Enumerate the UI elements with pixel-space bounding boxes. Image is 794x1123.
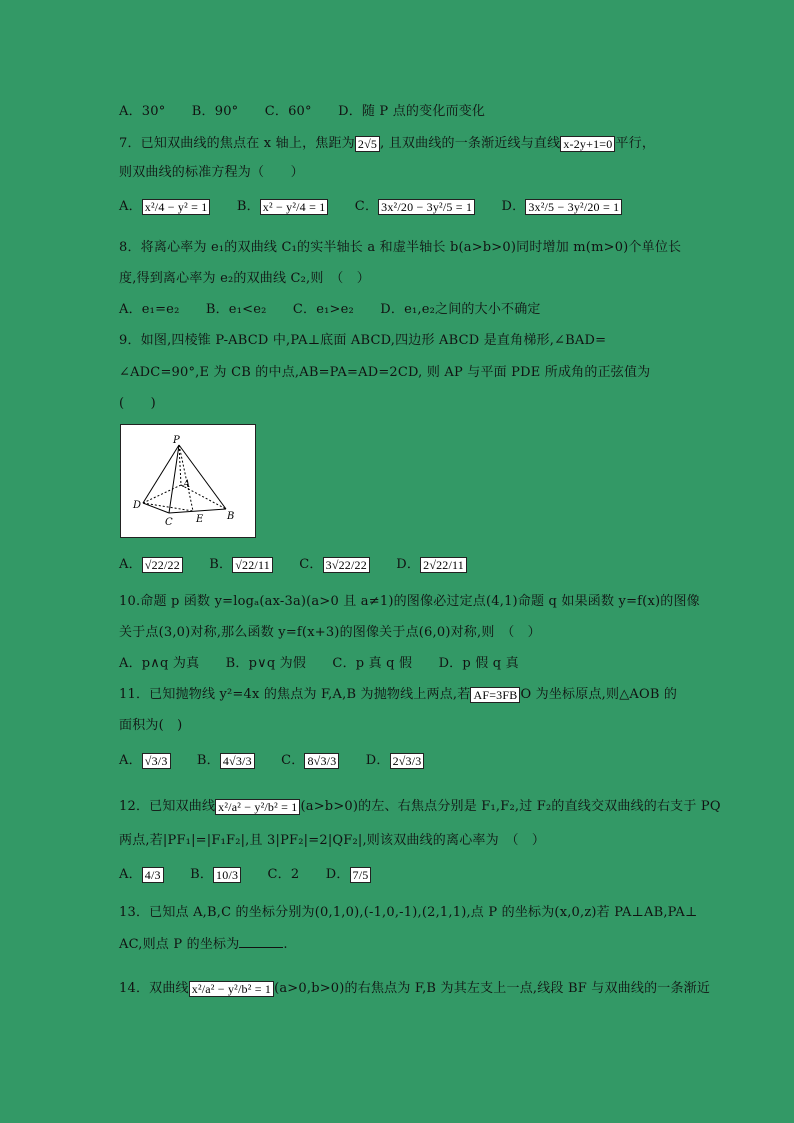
q11-vector-formula: AF=3FB bbox=[470, 687, 520, 703]
q10-stem-line1: 10.命题 p 函数 y=logₐ(ax-3a)(a>0 且 a≠1)的图像必过定点(4,1)命题 q 如果函数 y=f(x)的图像 bbox=[119, 594, 700, 609]
pyramid-diagram bbox=[121, 425, 255, 537]
q7-option-a-label: A． bbox=[119, 199, 142, 214]
q12-option-d-formula: 7/5 bbox=[350, 867, 372, 883]
label-a: A bbox=[183, 479, 191, 490]
q8-options bbox=[119, 301, 563, 319]
q7-focal-formula: 2√5 bbox=[355, 136, 380, 152]
q11-option-b-formula: 4√3/3 bbox=[220, 753, 255, 769]
q7-text-b: , 且双曲线的一条渐近线与直线 bbox=[380, 136, 561, 151]
q12-option-d[interactable] bbox=[326, 866, 372, 884]
q7-option-b[interactable] bbox=[237, 198, 329, 216]
label-b: B bbox=[227, 511, 235, 522]
q7-option-c[interactable] bbox=[355, 198, 475, 216]
q9-option-d-label: D． bbox=[396, 557, 421, 572]
q9-option-a[interactable] bbox=[119, 556, 183, 574]
q14-text-b: (a>0,b>0)的右焦点为 F,B 为其左支上一点,线段 BF 与双曲线的一条渐近 bbox=[274, 981, 711, 996]
q10-option-b[interactable]: B．p∨q 为假 bbox=[225, 656, 307, 671]
q9-stem-line2: ∠ADC=90°,E 为 CB 的中点,AB=PA=AD=2CD, 则 AP 与平面 PDE 所成角的正弦值为 bbox=[119, 365, 651, 380]
q7-option-c-formula: 3x²/20 − 3y²/5 = 1 bbox=[378, 199, 475, 215]
label-d: D bbox=[133, 500, 142, 511]
q10-options bbox=[119, 655, 541, 673]
q11-option-a[interactable] bbox=[119, 752, 171, 770]
label-c: C bbox=[165, 517, 173, 528]
q9-option-c-label: C． bbox=[299, 557, 323, 572]
q12-stem-line2: 两点,若|PF₁|=|F₁F₂|,且 3|PF₂|=2|QF₂|,则该双曲线的离心率为 （ ） bbox=[119, 833, 546, 848]
pyramid-figure bbox=[120, 424, 256, 538]
q6-option-d[interactable]: D．随 P 点的变化而变化 bbox=[338, 104, 486, 119]
q12-option-a-formula: 4/3 bbox=[142, 867, 164, 883]
q7-option-a-formula: x²/4 − y² = 1 bbox=[142, 199, 211, 215]
q7-text: 7．已知双曲线的焦点在 x 轴上，焦距为 bbox=[119, 136, 355, 151]
q7-option-a[interactable] bbox=[119, 198, 210, 216]
q11-options bbox=[119, 752, 446, 770]
q13-stem-line1: 13．已知点 A,B,C 的坐标分别为(0,1,0),(-1,0,-1),(2,1,1),点 P 的坐标为(x,0,z)若 PA⊥AB,PA⊥ bbox=[119, 905, 698, 920]
q12-text: 12．已知双曲线 bbox=[119, 799, 216, 814]
q8-stem-line1: 8．将离心率为 e₁的双曲线 C₁的实半轴长 a 和虚半轴长 b(a>b>0)同时增加 m(m>0)个单位长 bbox=[119, 240, 682, 255]
q9-options bbox=[119, 556, 489, 574]
q12-options bbox=[119, 866, 393, 884]
q11-option-c-formula: 8√3/3 bbox=[304, 753, 339, 769]
q12-option-b-label: B． bbox=[190, 867, 214, 882]
edge-cb bbox=[169, 509, 226, 513]
q8-option-a[interactable]: A．e₁=e₂ bbox=[119, 302, 180, 317]
q9-option-b-formula: √22/11 bbox=[232, 557, 273, 573]
q7-option-b-formula: x² − y²/4 = 1 bbox=[260, 199, 329, 215]
q12-stem-line1 bbox=[119, 798, 721, 816]
q12-option-d-label: D． bbox=[325, 867, 350, 882]
q6-options bbox=[119, 103, 507, 121]
q8-option-c[interactable]: C．e₁>e₂ bbox=[292, 302, 354, 317]
q11-option-d-formula: 2√3/3 bbox=[390, 753, 425, 769]
q13-answer-blank[interactable] bbox=[239, 935, 283, 948]
q9-option-a-label: A． bbox=[119, 557, 142, 572]
q13-stem-line2: AC,则点 P 的坐标为 . bbox=[119, 937, 288, 952]
q8-stem-line2: 度,得到离心率为 e₂的双曲线 C₂,则 （ ） bbox=[119, 271, 370, 286]
q7-options bbox=[119, 198, 644, 216]
q7-option-c-label: C． bbox=[354, 199, 379, 214]
q9-stem-line3: ( ) bbox=[119, 396, 156, 411]
q13-text: AC,则点 P 的坐标为 bbox=[119, 937, 240, 952]
q7-option-b-label: B． bbox=[236, 199, 260, 214]
q9-option-a-formula: √22/22 bbox=[142, 557, 183, 573]
q9-option-b-label: B． bbox=[209, 557, 233, 572]
label-e: E bbox=[196, 514, 204, 525]
q10-option-d[interactable]: D．p 假 q 真 bbox=[438, 656, 519, 671]
q7-option-d-label: D． bbox=[501, 199, 526, 214]
q11-option-a-formula: √3/3 bbox=[142, 753, 171, 769]
q14-text: 14．双曲线 bbox=[119, 981, 189, 996]
q11-option-a-label: A． bbox=[119, 753, 142, 768]
q12-option-b[interactable] bbox=[190, 866, 241, 884]
q12-option-a-label: A． bbox=[119, 867, 142, 882]
q6-option-b[interactable]: B．90° bbox=[191, 104, 239, 119]
q12-option-c[interactable] bbox=[268, 866, 300, 884]
q9-option-b[interactable] bbox=[209, 556, 273, 574]
q7-option-d[interactable] bbox=[502, 198, 623, 216]
q6-option-c[interactable]: C．60° bbox=[264, 104, 312, 119]
q11-text: 11．已知抛物线 y²=4x 的焦点为 F,A,B 为抛物线上两点,若 bbox=[119, 687, 471, 702]
q11-option-b-label: B． bbox=[196, 753, 220, 768]
q7-text-c: 平行， bbox=[615, 136, 656, 151]
q12-option-c-label: C．2 bbox=[267, 867, 300, 882]
q12-option-b-formula: 10/3 bbox=[213, 867, 241, 883]
edge-pd bbox=[143, 445, 179, 503]
q6-option-a[interactable]: A．30° bbox=[119, 104, 166, 119]
edge-dc bbox=[143, 503, 169, 513]
q10-option-c[interactable]: C．p 真 q 假 bbox=[332, 656, 413, 671]
q10-stem-line2: 关于点(3,0)对称,那么函数 y=f(x+3)的图像关于点(6,0)对称,则 （ ） bbox=[119, 625, 541, 640]
edge-pc bbox=[169, 445, 179, 513]
q11-stem-line1 bbox=[119, 686, 677, 704]
q7-line-formula: x-2y+1=0 bbox=[560, 136, 615, 152]
q11-option-b[interactable] bbox=[197, 752, 255, 770]
q7-option-d-formula: 3x²/5 − 3y²/20 = 1 bbox=[525, 199, 622, 215]
q8-option-b[interactable]: B．e₁<e₂ bbox=[205, 302, 267, 317]
q9-stem-line1: 9．如图,四棱锥 P-ABCD 中,PA⊥底面 ABCD,四边形 ABCD 是直角梯形,∠BAD= bbox=[119, 333, 607, 348]
q11-option-d[interactable] bbox=[366, 752, 425, 770]
label-p: P bbox=[173, 435, 180, 446]
q8-option-d[interactable]: D．e₁,e₂之间的大小不确定 bbox=[380, 302, 541, 317]
q11-option-d-label: D． bbox=[365, 753, 390, 768]
q11-option-c[interactable] bbox=[281, 752, 339, 770]
q10-option-a[interactable]: A．p∧q 为真 bbox=[119, 656, 200, 671]
q12-text-b: (a>b>0)的左、右焦点分别是 F₁,F₂,过 F₂的直线交双曲线的右支于 PQ bbox=[300, 799, 721, 814]
q9-option-c-formula: 3√22/22 bbox=[323, 557, 370, 573]
edge-pa bbox=[179, 445, 181, 485]
edge-de bbox=[143, 503, 193, 511]
q7-stem-line2: 则双曲线的标准方程为（ ） bbox=[119, 165, 304, 180]
q12-option-a[interactable] bbox=[119, 866, 164, 884]
q14-stem-line1 bbox=[119, 980, 710, 998]
q11-stem-line2: 面积为( ) bbox=[119, 718, 183, 733]
q14-hyperbola-formula: x²/a² − y²/b² = 1 bbox=[189, 981, 274, 997]
q9-option-c[interactable] bbox=[299, 556, 370, 574]
q7-stem-line1 bbox=[119, 135, 655, 153]
q9-option-d-formula: 2√22/11 bbox=[420, 557, 467, 573]
q11-text-b: O 为坐标原点,则△AOB 的 bbox=[520, 687, 678, 702]
q9-option-d[interactable] bbox=[396, 556, 467, 574]
q12-hyperbola-formula: x²/a² − y²/b² = 1 bbox=[215, 799, 300, 815]
q11-option-c-label: C． bbox=[281, 753, 305, 768]
